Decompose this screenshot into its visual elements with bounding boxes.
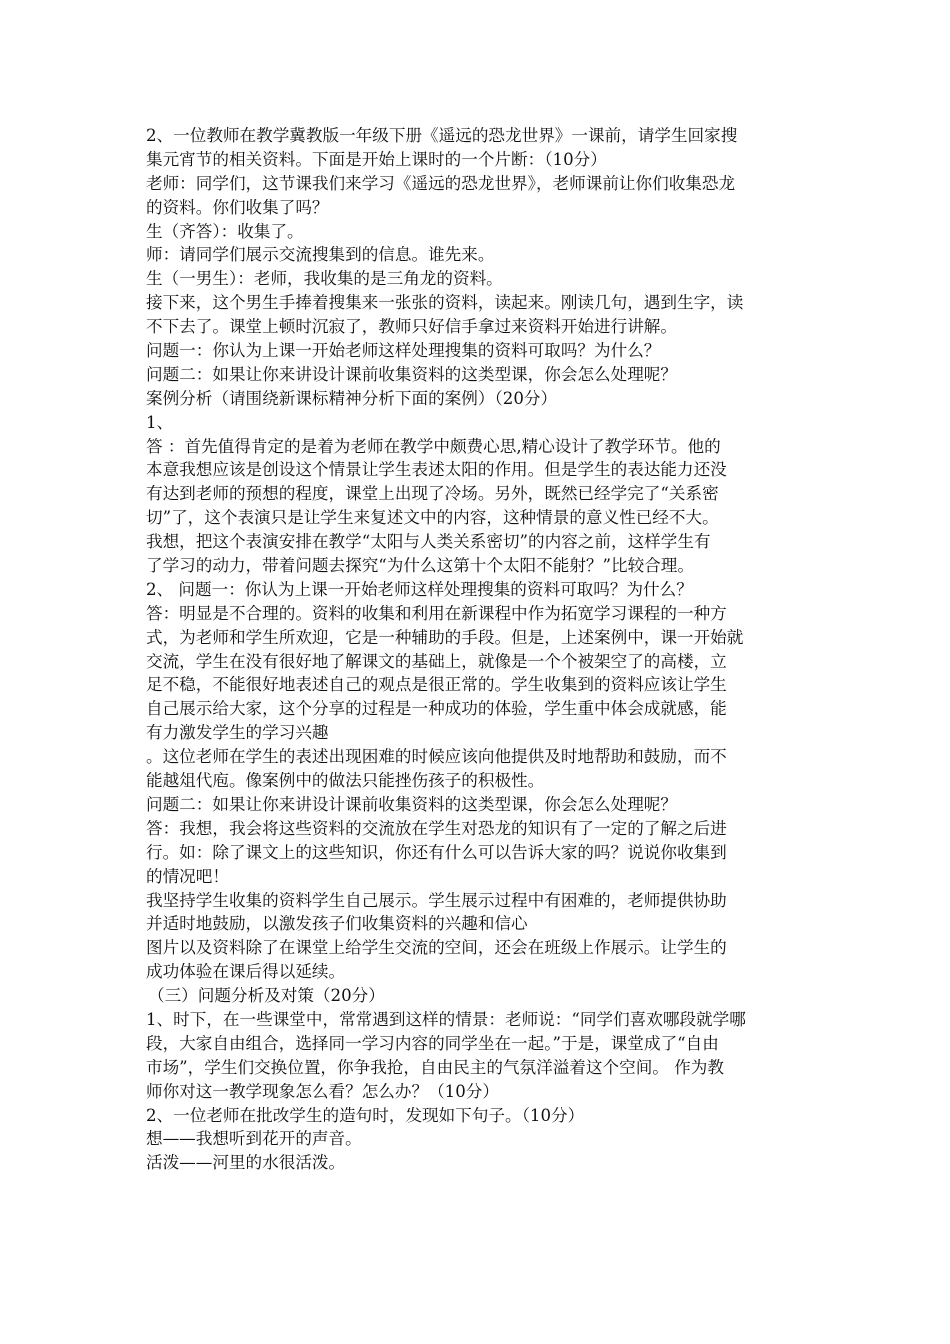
text-line: 有达到老师的预想的程度，课堂上出现了冷场。另外，既然已经学完了“关系密	[146, 484, 719, 504]
question-one-line: 问题一：你认为上课一开始老师这样处理搜集的资料可取吗？为什么？	[146, 341, 661, 361]
text-line: 式，为老师和学生所欢迎，它是一种辅助的手段。但是，上述案例中，课一开始就	[146, 627, 744, 647]
text-line: 接下来，这个男生手捧着搜集来一张张的资料，读起来。刚读几句，遇到生字，读	[146, 293, 744, 313]
question-one-line: 2、 问题一：你认为上课一开始老师这样处理搜集的资料可取吗？为什么？	[146, 579, 693, 599]
text-line: 的情况吧！	[146, 866, 229, 886]
text-line: 足不稳，不能很好地表述自己的观点是很正常的。学生收集到的资料应该让学生	[146, 675, 727, 695]
text-line: 。这位老师在学生的表述出现困难的时候应该向他提供及时地帮助和鼓励，而不	[146, 747, 727, 767]
text-line: 本意我想应该是创设这个情景让学生表述太阳的作用。但是学生的表达能力还没	[146, 460, 727, 480]
text-line: 市场”，学生们交换位置，你争我抢，自由民主的气氛洋溢着这个空间。 作为教	[146, 1057, 724, 1077]
answer-line: 答：我想，我会将这些资料的交流放在学生对恐龙的知识有了一定的了解之后进	[146, 818, 727, 838]
text-line: 生（一男生）：老师，我收集的是三角龙的资料。	[146, 269, 503, 289]
answer-line: 答：明显是不合理的。资料的收集和利用在新课程中作为拓宽学习课程的一种方	[146, 603, 727, 623]
text-line: 成功体验在课后得以延续。	[146, 962, 346, 982]
text-line: 自己展示给大家，这个分享的过程是一种成功的体验，学生重中体会成就感，能	[146, 699, 727, 719]
question-two-line: 问题二：如果让你来讲设计课前收集资料的这类型课，你会怎么处理呢？	[146, 794, 677, 814]
item-number: 1、	[146, 412, 174, 432]
section-heading: （三）问题分析及对策（20分）	[148, 986, 385, 1006]
section-heading: 案例分析（请围绕新课标精神分析下面的案例）（20分）	[146, 388, 558, 408]
text-line: 行。如：除了课文上的这些知识，你还有什么可以告诉大家的吗？说说你收集到	[146, 842, 727, 862]
text-line: 段，大家自由组合，选择同一学习内容的同学坐在一起。”于是，课堂成了“自由	[146, 1033, 719, 1053]
text-line: 师你对这一教学现象怎么看？怎么办？（10分）	[146, 1081, 499, 1101]
text-line: 图片以及资料除了在课堂上给学生交流的空间，还会在班级上作展示。让学生的	[146, 938, 727, 958]
text-line: 了学习的动力，带着问题去探究“为什么这第十个太阳不能射？”比较合理。	[146, 556, 694, 576]
example-sentence: 活泼——河里的水很活泼。	[146, 1153, 346, 1173]
text-line: 能越俎代庖。像案例中的做法只能挫伤孩子的积极性。	[146, 771, 545, 791]
text-line: 生（齐答）：收集了。	[146, 221, 304, 241]
text-line: 1、时下，在一些课堂中，常常遇到这样的情景：老师说：“同学们喜欢哪段就学哪	[146, 1009, 746, 1029]
text-line: 不下去了。课堂上顿时沉寂了，教师只好信手拿过来资料开始进行讲解。	[146, 317, 677, 337]
document-body	[146, 124, 810, 1175]
text-line: 我坚持学生收集的资料学生自己展示。学生展示过程中有困难的，老师提供协助	[146, 890, 727, 910]
text-line: 师：请同学们展示交流搜集到的信息。谁先来。	[146, 245, 495, 265]
question-two-line: 问题二：如果让你来讲设计课前收集资料的这类型课，你会怎么处理呢？	[146, 364, 677, 384]
example-sentence: 想——我想听到花开的声音。	[146, 1129, 362, 1149]
text-line: 集元宵节的相关资料。下面是开始上课时的一个片断：（10分）	[146, 149, 607, 169]
text-line: 2、一位老师在批改学生的造句时，发现如下句子。（10分）	[146, 1105, 585, 1125]
text-line: 切”了，这个表演只是让学生来复述文中的内容，这种情景的意义性已经不大。	[146, 508, 719, 528]
text-line: 有力激发学生的学习兴趣	[146, 723, 329, 743]
text-line: 交流，学生在没有很好地了解课文的基础上，就像是一个个被架空了的高楼，立	[146, 651, 727, 671]
text-line: 并适时地鼓励，以激发孩子们收集资料的兴趣和信心	[146, 914, 528, 934]
text-line: 2、一位教师在教学冀教版一年级下册《遥远的恐龙世界》一课前，请学生回家搜	[146, 126, 738, 145]
text-line: 的资料。你们收集了吗？	[146, 197, 329, 217]
text-line: 我想，把这个表演安排在教学“太阳与人类关系密切”的内容之前，这样学生有	[146, 532, 711, 552]
text-line: 老师：同学们，这节课我们来学习《遥远的恐龙世界》，老师课前让你们收集恐龙	[146, 173, 736, 193]
answer-line: 答 ：首先值得肯定的是着为老师在教学中颇费心思,精心设计了教学环节。他的	[146, 436, 721, 456]
